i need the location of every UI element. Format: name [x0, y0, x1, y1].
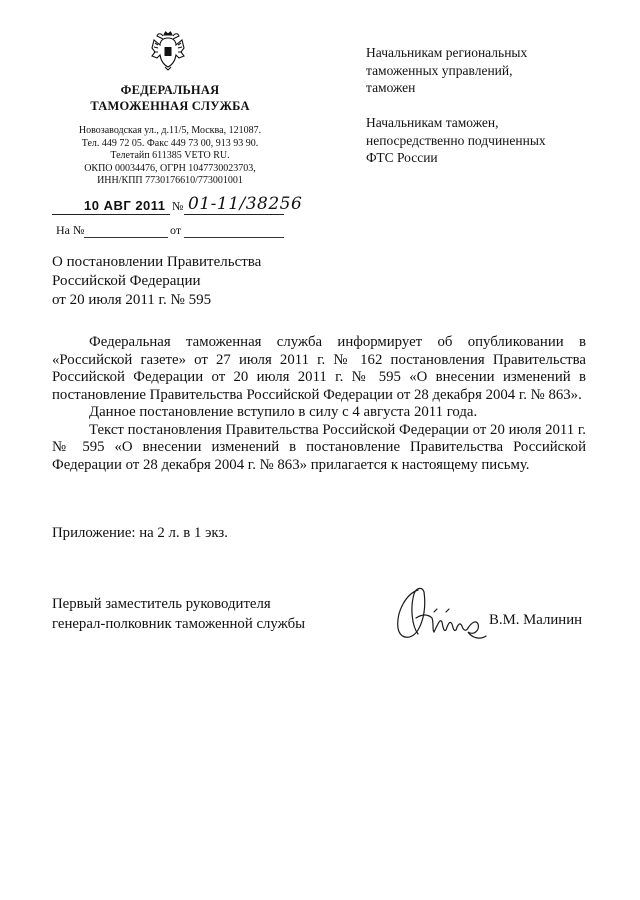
signer-name: В.М. Малинин — [489, 612, 583, 628]
organization-name-line2: ТАМОЖЕННАЯ СЛУЖБА — [90, 99, 250, 113]
organization-name — [70, 82, 270, 114]
reference-number-line — [84, 237, 168, 238]
contact-address: Новозаводская ул., д.11/5, Москва, 121087. — [78, 125, 262, 136]
signer-position-line2: генерал-полковник таможенной службы — [52, 616, 306, 632]
registration-number-label: № — [172, 199, 184, 213]
handwritten-signature — [388, 584, 488, 648]
reference-date-label: от — [170, 223, 182, 237]
body-paragraph: Текст постановления Правительства Российской Федерации от 20 июля 2011 г. № 595 «О внесении изменений в постановление Правительства Российской Федерации от 28 декабря 2004 г. № 863» прилагается к настоящему письму. — [52, 421, 586, 473]
subject-line: от 20 июля 2011 г. № 595 — [52, 292, 212, 308]
contact-inn-kpp: ИНН/КПП 7730176610/773001001 — [97, 175, 243, 186]
addressee-block-1 — [366, 44, 616, 97]
signer-position — [52, 594, 305, 634]
addressee-line: таможен — [366, 80, 416, 95]
letter-body — [52, 334, 586, 474]
body-paragraph: Данное постановление вступило в силу с 4 августа 2011 года. — [89, 404, 478, 420]
addressee-block-2 — [366, 114, 616, 167]
signer-position-line1: Первый заместитель руководителя — [52, 596, 271, 612]
subject-line: О постановлении Правительства — [52, 254, 262, 270]
coat-of-arms-icon — [146, 28, 190, 72]
reference-date-line — [184, 237, 284, 238]
addressee-line: Начальникам региональных — [366, 45, 528, 60]
attachment-note: Приложение: на 2 л. в 1 экз. — [52, 525, 228, 541]
organization-name-line1: ФЕДЕРАЛЬНАЯ — [120, 83, 220, 97]
contact-teletype: Телетайп 611385 VETO RU. — [110, 150, 230, 161]
registration-number: 01-11/38256 — [188, 194, 303, 214]
reference-number-label: На № — [56, 223, 85, 237]
registration-number-line — [184, 214, 284, 215]
contact-phone: Тел. 449 72 05. Факс 449 73 00, 913 93 90. — [81, 137, 259, 149]
registration-date-line — [52, 214, 170, 215]
organization-contacts — [52, 125, 288, 188]
addressee-line: непосредственно подчиненных — [366, 132, 546, 148]
registration-date: 10 АВГ 2011 — [84, 198, 166, 213]
contact-okpo-ogrn: ОКПО 00034476, ОГРН 1047730023703, — [84, 162, 256, 174]
letter-subject — [52, 253, 352, 310]
addressee-line: Начальникам таможен, — [366, 115, 499, 130]
addressee-line: ФТС России — [366, 150, 438, 165]
body-paragraph: Федеральная таможенная служба информирует об опубликовании в «Российской газете» от 27 июля 2011 г. № 162 постановления Правительства Российской Федерации от 20 июля 2011 г. № 595 «О внесении изменений в постановление Правительства Российской Федерации от 28 декабря 2004 г. № 863». — [52, 334, 586, 403]
addressee-line: таможенных управлений, — [366, 62, 513, 78]
subject-line: Российской Федерации — [52, 273, 201, 289]
